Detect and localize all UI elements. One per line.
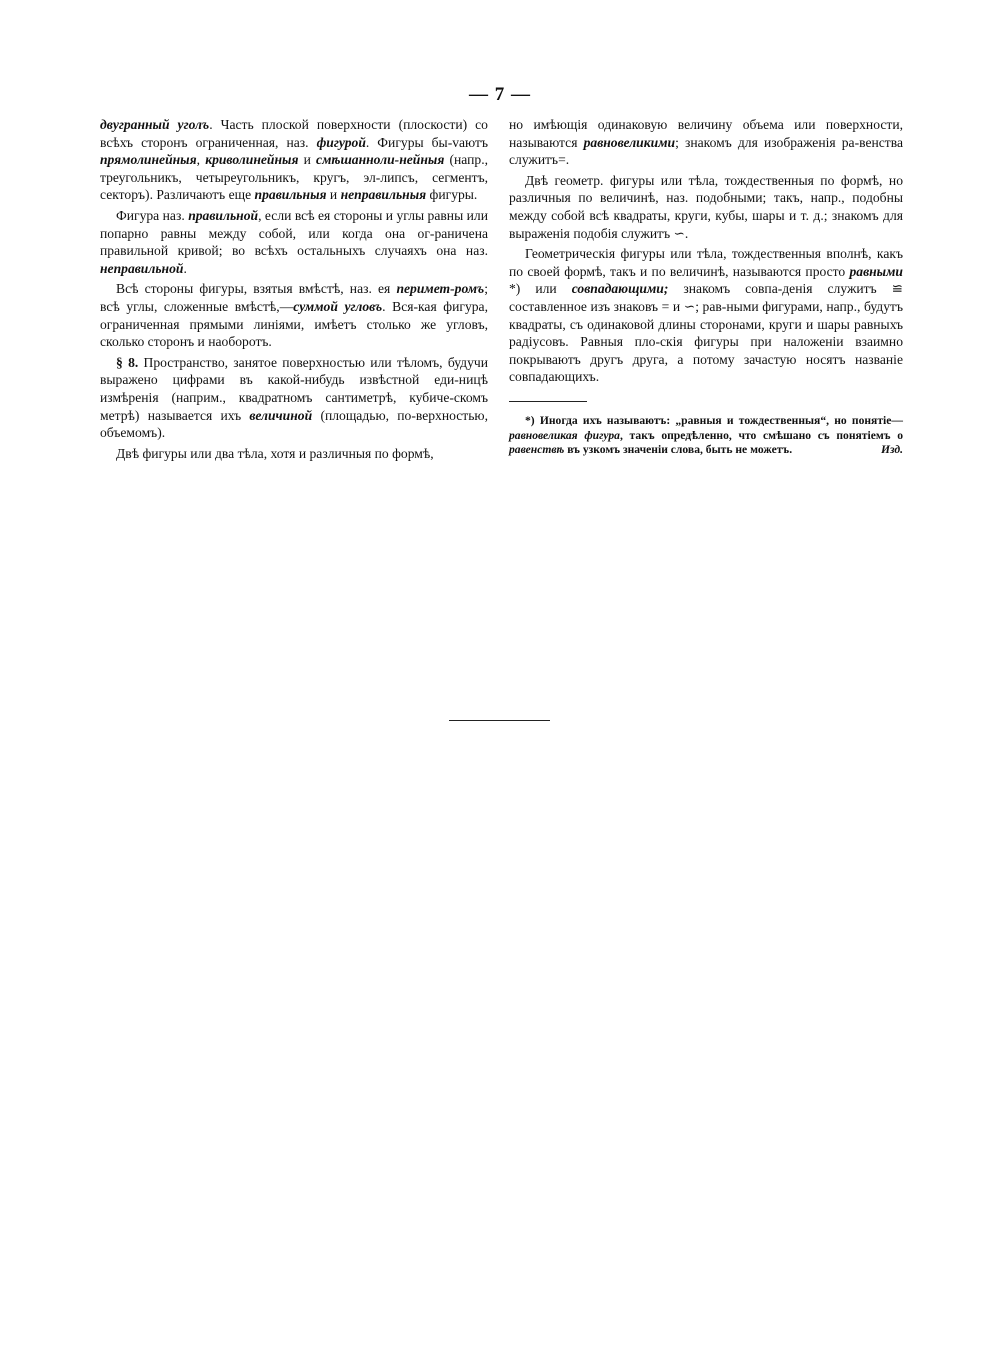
text-run: (площадью, по-верхностью, объемомъ). (100, 407, 488, 441)
text-run: Фигура наз. (116, 207, 189, 223)
text-run: Двѣ геометр. фигуры или тѣла, тождественныя по формѣ, но различныя по величинѣ, наз. подобными; такъ, напр., подобны между собой всѣ квадраты, круги, кубы, шары и т. д.; знакомъ для выраженія подобія служитъ ∽. (509, 172, 903, 241)
text-run: , (196, 152, 206, 168)
text-run: знакомъ совпа-денія служитъ ≌ составленное изъ знаковъ = и ∽; рав-ными фигурами, напр., будутъ квадраты, съ одинаковой длины сторонами, круги и шары равныхъ радіусовъ. Равныя пло-скія фигуры при наложеніи взаимно покрываютъ другъ друга, а потому зачастую носятъ названіе совпадающихъ. (509, 281, 903, 385)
italic-term: прямолинейныя (100, 152, 197, 168)
italic-term: суммой угловъ (293, 298, 383, 314)
text-run: *) Иногда ихъ называютъ: „равныя и тождественныя“, но понятіе— (525, 413, 903, 427)
footnote (509, 414, 903, 458)
section-mark: § 8. (116, 354, 139, 370)
italic-term: неправильныя (340, 187, 427, 203)
italic-term: двугранный уголъ (100, 117, 210, 132)
text-run: и (326, 187, 341, 203)
text-run: фигуры. (426, 187, 478, 203)
text-run: . (183, 260, 187, 276)
left-paragraph-4 (100, 354, 488, 442)
text-run: Геометрическія фигуры или тѣла, тождественныя вполнѣ, какъ по своей формѣ, такъ и по величинѣ, называются просто (509, 246, 903, 279)
italic-term: совпадающими; (571, 281, 669, 297)
text-run: Всѣ стороны фигуры, взятыя вмѣстѣ, наз. ея (116, 281, 397, 297)
footnote-text (509, 414, 903, 456)
right-paragraph-3 (509, 245, 903, 386)
text-run: и (298, 152, 317, 168)
italic-term: правильныя (254, 187, 327, 203)
footnote-divider (509, 401, 587, 402)
section-text (100, 355, 488, 440)
text-run: *) или (509, 281, 572, 297)
italic-term: неправильной (100, 260, 184, 276)
italic-term: смѣшанноли-нейныя (316, 152, 445, 168)
italic-term: равными (849, 263, 903, 279)
text-run: , если всѣ ея стороны и углы равны или попарно равны между собой, или когда она ог-раничена правильной кривой; во всѣхъ остальныхъ случаяхъ она наз. (100, 207, 488, 259)
text-run: въ узкомъ значеніи слова, быть не можетъ. (564, 443, 793, 457)
text-run: Пространство, занятое поверхностью или тѣломъ, будучи выражено цифрами въ какой-нибудь извѣстной еди-ницѣ измѣренія (наприм., квадратномъ сантиметрѣ, кубиче-скомъ метрѣ) называется ихъ (100, 354, 488, 423)
italic-term: величиной (249, 407, 313, 423)
right-column (509, 116, 903, 458)
text-run: . Часть плоской поверхности (плоскости) со всѣхъ сторонъ ограниченная, наз. (100, 117, 488, 150)
italic-term: криволинейныя (205, 152, 299, 168)
text-run: . Фигуры бы-vaютъ (365, 134, 488, 150)
left-paragraph-1 (100, 116, 488, 204)
page-number: — 7 — (469, 84, 531, 105)
end-of-text-rule (449, 720, 550, 721)
text-run: (напр., треугольникъ, четыреугольникъ, кругъ, эл-липсъ, сегментъ, секторъ). Различаютъ еще (100, 152, 489, 203)
left-paragraph-5 (100, 445, 488, 463)
right-paragraph-1 (509, 116, 903, 169)
text-run: Двѣ фигуры или два тѣла, хотя и различныя по формѣ, (116, 445, 434, 461)
italic-term: равенствѣ (509, 443, 565, 457)
text-run: . Вся-кая фигура, ограниченная прямыми линіями, имѣетъ столько же угловъ, сколько сторонъ и наоборотъ. (100, 298, 488, 350)
text-run: , такъ опредѣленно, что смѣшано съ понятіемъ о (619, 428, 904, 442)
text-run: ; всѣ углы, сложенные вмѣстѣ,— (100, 281, 488, 314)
right-paragraph-2 (509, 172, 903, 242)
italic-term: равновеликими (583, 134, 676, 150)
text-run: но имѣющія одинаковую величину объема или поверхности, называются (509, 117, 903, 150)
left-paragraph-2 (100, 207, 488, 277)
footnote-signature: Изд. (880, 443, 903, 457)
italic-term: равновеликая фигура (509, 428, 620, 442)
italic-term: фигурой (316, 134, 366, 150)
italic-term: перимет-ромъ (396, 281, 485, 297)
italic-term: правильной (188, 207, 259, 223)
left-paragraph-3 (100, 280, 488, 350)
text-run: ; знакомъ для изображенія ра-венства служитъ=. (509, 134, 903, 168)
left-column (100, 116, 488, 465)
